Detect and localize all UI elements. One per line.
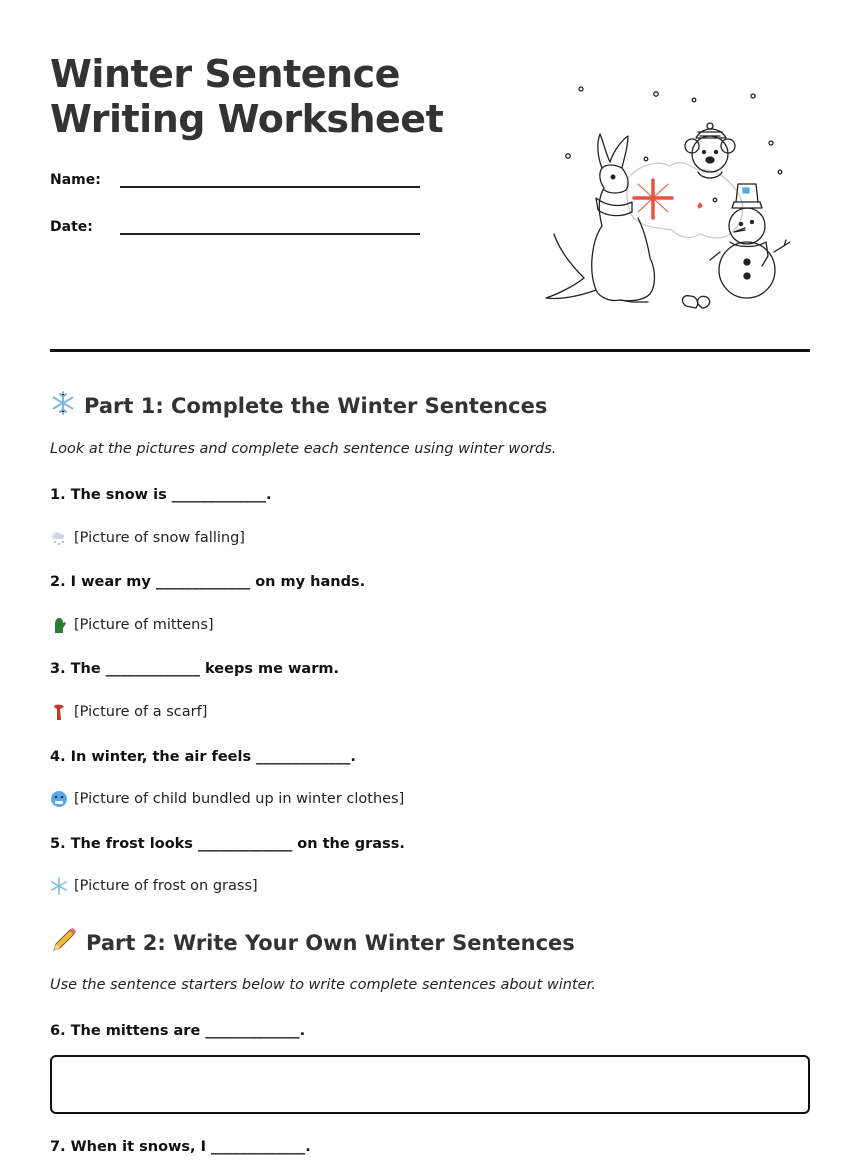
winter-australia-illustration [540, 80, 790, 320]
question-1: 1. The snow is _____________. [50, 487, 272, 503]
mitten-icon [50, 616, 68, 634]
date-field-row [50, 211, 420, 235]
part2-title: Part 2: Write Your Own Winter Sentences [86, 931, 575, 955]
snow-cloud-icon [50, 529, 68, 547]
answer-box-6[interactable] [50, 1055, 810, 1114]
question-7: 7. When it snows, I _____________. [50, 1139, 311, 1155]
part1-title: Part 1: Complete the Winter Sentences [84, 394, 548, 418]
title-line-2: Writing Worksheet [50, 97, 444, 141]
part1-instructions: Look at the pictures and complete each sentence using winter words. [50, 441, 557, 457]
snowflake-icon [50, 390, 76, 422]
picture-5 [50, 877, 258, 895]
date-field[interactable] [120, 211, 420, 235]
scarf-icon [50, 703, 68, 721]
picture-3-label: [Picture of a scarf] [74, 704, 208, 720]
worksheet-header [50, 52, 810, 322]
question-4: 4. In winter, the air feels _____________. [50, 749, 356, 765]
title-line-1: Winter Sentence [50, 52, 400, 96]
part2-instructions: Use the sentence starters below to write complete sentences about winter. [50, 977, 596, 993]
question-2: 2. I wear my _____________ on my hands. [50, 574, 366, 590]
picture-1 [50, 529, 245, 547]
picture-3 [50, 703, 207, 721]
picture-2-label: [Picture of mittens] [74, 617, 214, 633]
picture-4 [50, 790, 404, 808]
picture-2 [50, 616, 214, 634]
picture-1-label: [Picture of snow falling] [74, 530, 245, 546]
part1-heading [50, 390, 547, 422]
question-3: 3. The _____________ keeps me warm. [50, 661, 339, 677]
part2-heading [50, 926, 575, 960]
picture-4-label: [Picture of child bundled up in winter clothes] [74, 791, 405, 807]
picture-5-label: [Picture of frost on grass] [74, 878, 258, 894]
pencil-icon [50, 926, 78, 960]
snowflake-icon [50, 877, 68, 895]
worksheet-title [50, 52, 480, 142]
name-label: Name: [50, 172, 101, 188]
question-6: 6. The mittens are _____________. [50, 1023, 306, 1039]
date-label: Date: [50, 219, 93, 235]
name-field[interactable] [120, 164, 420, 188]
question-5: 5. The frost looks _____________ on the grass. [50, 836, 405, 852]
header-divider [50, 349, 810, 352]
name-field-row [50, 164, 420, 188]
cold-face-icon [50, 790, 68, 808]
